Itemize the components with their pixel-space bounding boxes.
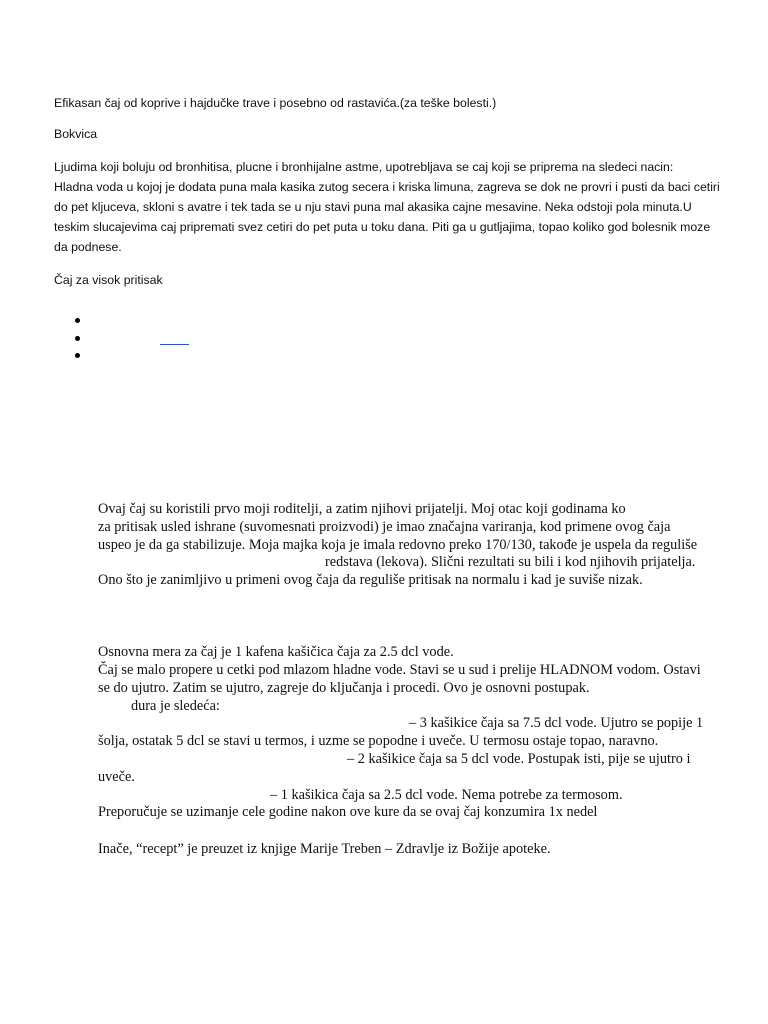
- section-heading-bokvica: Bokvica: [54, 127, 98, 141]
- paragraph-line: Čaj se malo propere u cetki pod mlazom hladne vode. Stavi se u sud i prelije HLADNOM vodom. Ostavi: [98, 662, 701, 678]
- paragraph-line: Ovaj čaj su koristili prvo moji roditelji, a zatim njihovi prijatelji. Moj otac koji godinama ko: [98, 501, 626, 517]
- paragraph-line: šolja, ostatak 5 dcl se stavi u termos, i uzme se popodne i uveče. U termosu ostaje topao, naravno.: [98, 733, 659, 749]
- document-title: Efikasan čaj od koprive i hajdučke trave i posebno od rastavića.(za teške bolesti.): [54, 96, 497, 110]
- paragraph-line: – 2 kašikice čaja sa 5 dcl vode. Postupak isti, pije se ujutro i: [347, 751, 691, 767]
- bullet-icon: [75, 318, 80, 323]
- paragraph-line: uspeo je da ga stabilizuje. Moja majka koja je imala redovno preko 170/130, takođe je uspela da reguliše: [98, 537, 698, 553]
- paragraph-line: se do ujutro. Zatim se ujutro, zagreje do ključanja i procedi. Ovo je osnovni postupak.: [98, 680, 590, 696]
- paragraph-line: redstava (lekova). Slični rezultati su bili i kod njihovih prijatelja.: [325, 554, 696, 570]
- paragraph-line: do pet kljuceva, skloni s avatre i tek tada se u nju stavi puna mal akasika cajne mesavine. Neka odstoji pola minuta.U: [54, 200, 692, 214]
- paragraph-line: Preporučuje se uzimanje cele godine nakon ove kure da se ovaj čaj konzumira 1x nedel: [98, 804, 598, 820]
- paragraph-line: da podnese.: [54, 240, 122, 254]
- section-heading-pritisak: Čaj za visok pritisak: [54, 273, 163, 287]
- paragraph-line: Osnovna mera za čaj je 1 kafena kašičica čaja za 2.5 dcl vode.: [98, 644, 454, 660]
- paragraph-line: Hladna voda u kojoj je dodata puna mala kasika zutog secera i kriska limuna, zagreva se dok ne provri i pusti da baci cetiri: [54, 180, 720, 194]
- hyperlink[interactable]: [160, 344, 189, 345]
- bullet-icon: [75, 336, 80, 341]
- closing-line: Inače, “recept” je preuzet iz knjige Marije Treben – Zdravlje iz Božije apoteke.: [98, 841, 551, 857]
- paragraph-line: za pritisak usled ishrane (suvomesnati proizvodi) je imao značajna variranja, kod primene ovog čaja: [98, 519, 671, 535]
- paragraph-line: – 1 kašikica čaja sa 2.5 dcl vode. Nema potrebe za termosom.: [270, 787, 623, 803]
- paragraph-line: – 3 kašikice čaja sa 7.5 dcl vode. Ujutro se popije 1: [409, 715, 704, 731]
- paragraph-line: teskim slucajevima caj pripremati svez cetiri do pet puta u toku dana. Piti ga u gutljajima, topao koliko god bolesnik moze: [54, 220, 711, 234]
- paragraph-line: uveče.: [98, 769, 135, 785]
- paragraph-line: Ono što je zanimljivo u primeni ovog čaja da reguliše pritisak na normalu i kad je suviše nizak.: [98, 572, 643, 588]
- paragraph-line: dura je sledeća:: [131, 698, 220, 714]
- paragraph-line: Ljudima koji boluju od bronhitisa, plucne i bronhijalne astme, upotrebljava se caj koji se priprema na sledeci nacin:: [54, 160, 674, 174]
- bullet-icon: [75, 353, 80, 358]
